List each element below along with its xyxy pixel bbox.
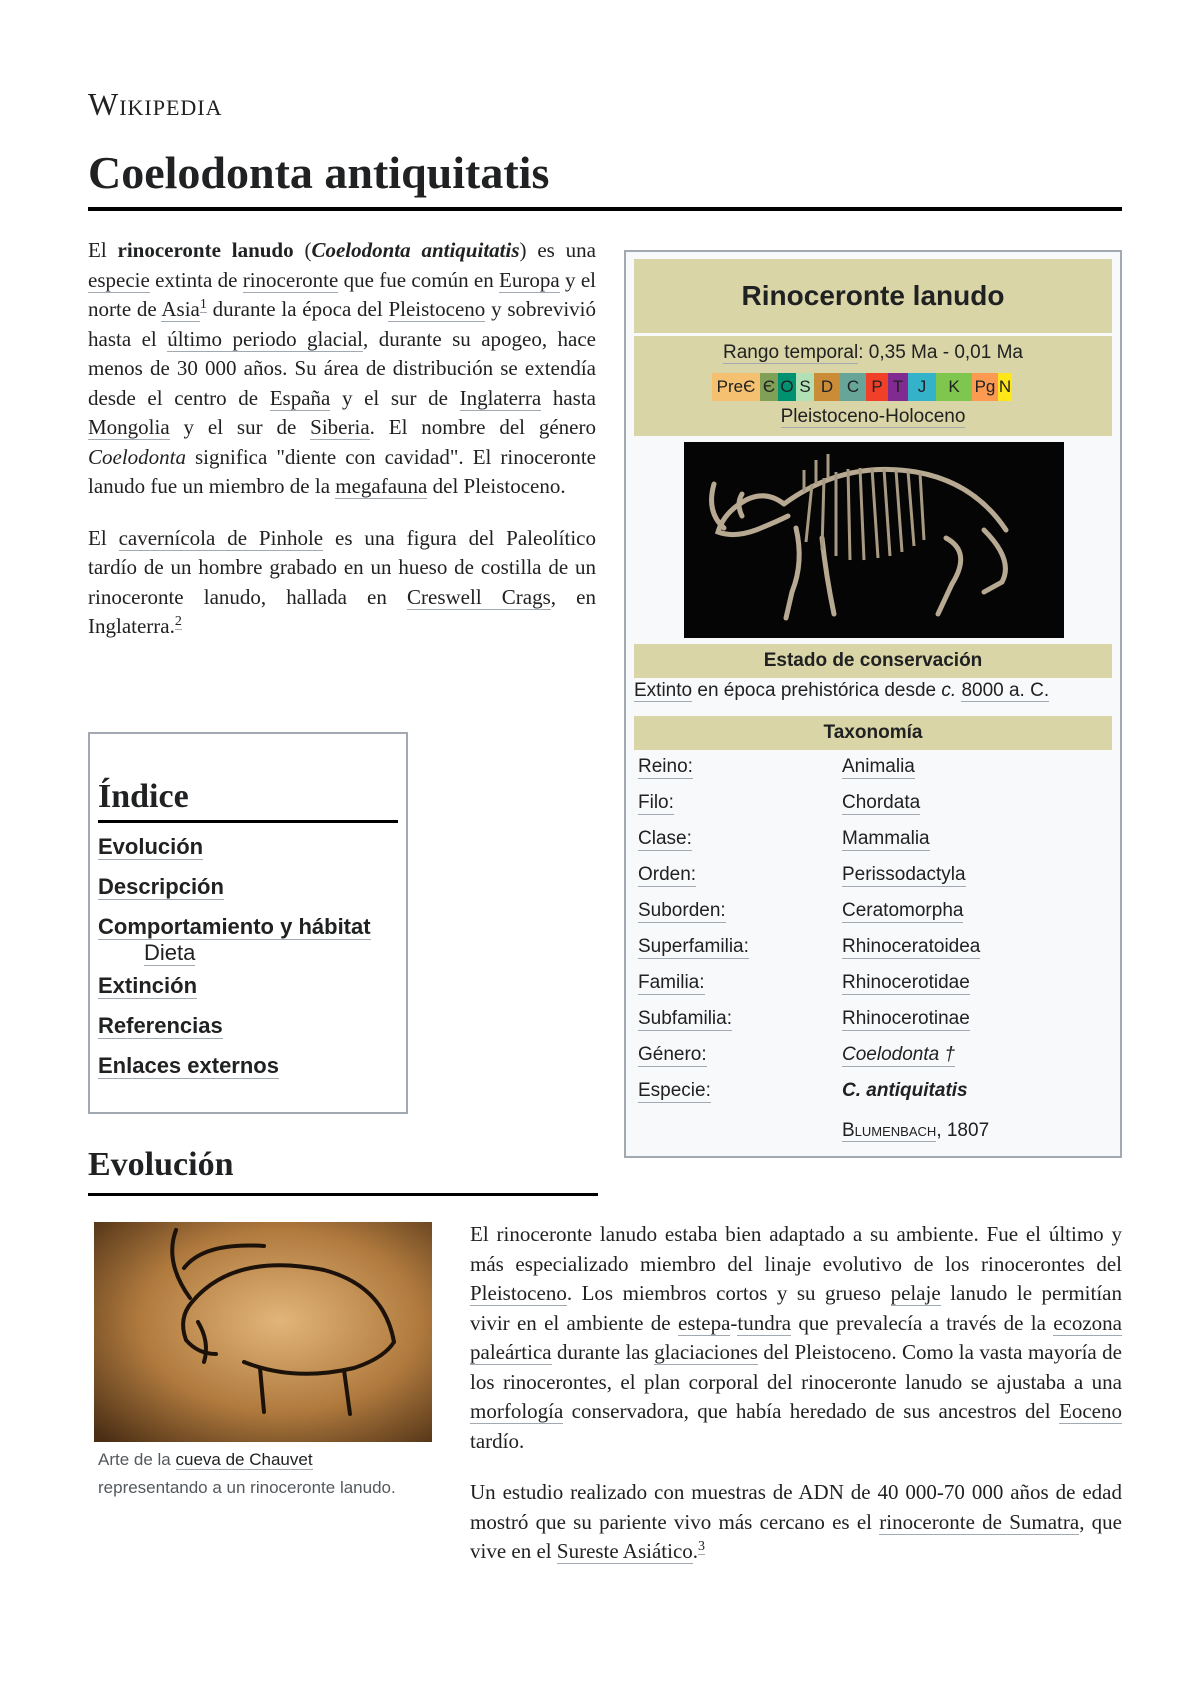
toc-item[interactable] bbox=[98, 940, 408, 973]
taxonomy-row bbox=[634, 792, 1112, 828]
intro-paragraph-1 bbox=[88, 236, 596, 502]
toc-item[interactable] bbox=[98, 973, 408, 1013]
taxonomy-row bbox=[634, 936, 1112, 972]
text-run: , que vive en el bbox=[470, 1509, 1123, 1563]
toc-item[interactable] bbox=[98, 834, 408, 874]
timescale-period[interactable]: O bbox=[778, 373, 796, 401]
taxonomy-value[interactable]: Coelodonta † bbox=[842, 1044, 956, 1065]
toc-item-label: Enlaces externos bbox=[98, 1053, 279, 1078]
text-run: Arte de la bbox=[98, 1450, 176, 1469]
timescale-period[interactable]: C bbox=[840, 373, 866, 401]
toc-item-label: Referencias bbox=[98, 1013, 223, 1038]
wiki-link[interactable]: megafauna bbox=[335, 474, 428, 498]
wiki-link[interactable]: morfología bbox=[470, 1399, 564, 1423]
wiki-link[interactable]: Asia bbox=[161, 297, 200, 321]
image-caption bbox=[98, 1446, 418, 1502]
wikipedia-logo[interactable]: Wikipedia bbox=[88, 86, 223, 122]
wiki-link[interactable]: Siberia bbox=[310, 415, 370, 439]
wiki-link[interactable]: cueva de Chauvet bbox=[175, 1450, 313, 1469]
toc-item-label: Comportamiento y hábitat bbox=[98, 914, 371, 939]
toc-item-label: Descripción bbox=[98, 874, 224, 899]
taxonomy-header: Taxonomía bbox=[634, 716, 1112, 750]
wiki-link[interactable]: cavernícola de Pinhole bbox=[118, 525, 324, 550]
taxonomy-row bbox=[634, 828, 1112, 864]
text-run: El rinoceronte lanudo estaba bien adaptado a su ambiente. Fue el último y más especializado miembro del linaje evolutivo de los rinocerontes del bbox=[470, 1222, 1122, 1276]
section-divider bbox=[88, 1193, 598, 1196]
toc-item-label: Evolución bbox=[98, 834, 204, 859]
text-run: . El nombre del género bbox=[369, 415, 596, 439]
text-run: y el sur de bbox=[330, 385, 460, 410]
wiki-link[interactable]: rinoceronte bbox=[242, 267, 339, 292]
taxonomy-rank[interactable]: Orden: bbox=[638, 864, 697, 885]
wiki-link[interactable]: España bbox=[269, 385, 331, 410]
toc-list bbox=[98, 834, 408, 1093]
taxonomy-rank[interactable]: Suborden: bbox=[638, 900, 726, 921]
taxonomy-row bbox=[634, 864, 1112, 900]
wiki-link[interactable]: glaciaciones bbox=[654, 1340, 758, 1364]
reference-link[interactable]: 1 bbox=[199, 297, 207, 312]
timescale-period[interactable]: K bbox=[936, 373, 972, 401]
toc-item-label: Extinción bbox=[98, 973, 198, 998]
taxonomy-rank[interactable]: Superfamilia: bbox=[638, 936, 749, 957]
text-run: y el norte de bbox=[88, 267, 596, 321]
evolution-section-text bbox=[470, 1220, 1122, 1589]
chauvet-cave-image[interactable] bbox=[94, 1222, 432, 1442]
text-run: . bbox=[692, 1539, 699, 1563]
text-run: - bbox=[730, 1310, 738, 1335]
timescale-period[interactable]: T bbox=[888, 373, 908, 401]
wiki-link[interactable]: Pleistoceno bbox=[470, 1281, 567, 1305]
taxonomy-value[interactable]: Rhinocerotinae bbox=[842, 1008, 970, 1029]
text-run: conservadora, que había heredado de sus ancestros del bbox=[563, 1399, 1060, 1423]
article-title: Coelodonta antiquitatis bbox=[88, 147, 550, 198]
epoch-range bbox=[634, 406, 1112, 428]
text-run: durante las bbox=[551, 1340, 655, 1364]
title-divider bbox=[88, 207, 1122, 211]
wiki-link[interactable]: especie bbox=[88, 267, 150, 292]
woolly-rhino-skeleton-picture bbox=[684, 442, 1064, 638]
text-run: hasta bbox=[541, 385, 596, 410]
text-run: , en Inglaterra. bbox=[88, 584, 596, 638]
wiki-link[interactable]: último periodo glacial bbox=[167, 326, 364, 351]
toc-item-label: Dieta bbox=[144, 940, 196, 965]
taxonomy-value[interactable]: Rhinocerotidae bbox=[842, 972, 970, 993]
text-run: Coelodonta bbox=[88, 444, 186, 469]
text-run: . Los miembros cortos y su grueso bbox=[566, 1281, 891, 1305]
taxonomy-value[interactable]: Chordata bbox=[842, 792, 921, 813]
taxonomy-rank[interactable]: Especie: bbox=[638, 1080, 711, 1101]
text-run: del Pleistoceno. bbox=[427, 474, 566, 498]
timescale-period[interactable]: PreЄ bbox=[712, 373, 760, 401]
evolution-paragraph-2 bbox=[470, 1478, 1122, 1567]
wiki-link[interactable]: Creswell Crags bbox=[407, 584, 551, 609]
temporal-range-text: Rango temporal: 0,35 Ma - 0,01 Ma bbox=[723, 342, 1023, 363]
text-run: representando a un rinoceronte lanudo. bbox=[98, 1478, 396, 1497]
toc-item[interactable] bbox=[98, 1013, 408, 1053]
cave-painting-picture bbox=[94, 1222, 432, 1442]
text-run: tardío. bbox=[470, 1428, 525, 1453]
taxonomy-row bbox=[634, 1008, 1112, 1044]
text-run: ) es una bbox=[519, 238, 596, 262]
taxonomy-authority: Blumenbach, 1807 bbox=[842, 1120, 990, 1141]
taxobox-title: Rinoceronte lanudo bbox=[634, 259, 1112, 333]
text-run: rinoceronte lanudo bbox=[117, 238, 294, 262]
text-run: es una figura del Paleolítico tardío de un hombre grabado en un hueso de costilla de un rinoceronte lanudo, hallada en bbox=[88, 525, 596, 609]
authority-link[interactable]: Blumenbach bbox=[842, 1120, 937, 1141]
timescale-period[interactable]: Є bbox=[760, 373, 778, 401]
text-run: que prevalecía a través de la bbox=[791, 1310, 1054, 1335]
text-run: en época prehistórica desde bbox=[692, 680, 942, 701]
wiki-link[interactable]: Eoceno bbox=[1059, 1399, 1122, 1423]
reference-link[interactable]: 3 bbox=[698, 1539, 706, 1554]
intro-section bbox=[88, 236, 596, 664]
taxonomy-value[interactable]: Animalia bbox=[842, 756, 915, 777]
text-run: , durante su apogeo, hace menos de 30 000 años. Su área de distribución se extendía desde el centro de bbox=[88, 326, 597, 410]
epoch-link[interactable]: Pleistoceno-Holoceno bbox=[780, 406, 966, 427]
taxonomy-row bbox=[634, 972, 1112, 1008]
timescale-period[interactable]: J bbox=[908, 373, 936, 401]
section-heading-evolucion: Evolución bbox=[88, 1146, 234, 1183]
taxonomy-value[interactable]: Perissodactyla bbox=[842, 864, 966, 885]
wiki-link[interactable]: Inglaterra bbox=[459, 385, 542, 410]
wiki-link[interactable]: Europa bbox=[499, 267, 560, 292]
wiki-link[interactable]: Extinto bbox=[634, 680, 693, 701]
taxonomy-rank[interactable]: Filo: bbox=[638, 792, 674, 813]
taxonomy-row bbox=[634, 1044, 1112, 1080]
text-run: ( bbox=[293, 238, 312, 262]
text-run: del Pleistoceno. Como la vasta mayoría de los rinocerontes, el plan corporal del rinoceronte lanudo se ajustaba a una bbox=[470, 1340, 1122, 1394]
toc-item[interactable] bbox=[98, 1053, 408, 1093]
text-run: El bbox=[88, 525, 119, 550]
taxonomy-row bbox=[634, 1080, 1112, 1116]
taxonomy-rank[interactable]: Reino: bbox=[638, 756, 693, 777]
taxonomy-value[interactable]: Rhinoceratoidea bbox=[842, 936, 981, 957]
wiki-link[interactable]: estepa bbox=[677, 1310, 731, 1335]
wiki-link[interactable]: rinoceronte de Sumatra bbox=[879, 1509, 1080, 1534]
text-run: Coelodonta antiquitatis bbox=[311, 238, 520, 262]
timescale-period[interactable]: P bbox=[866, 373, 888, 401]
temporal-range bbox=[634, 336, 1112, 436]
text-run: y sobrevivió hasta el bbox=[88, 297, 596, 351]
taxonomy-row bbox=[634, 756, 1112, 792]
toc-item[interactable] bbox=[98, 874, 408, 914]
text-run: durante la época del bbox=[206, 297, 389, 321]
toc-title: Índice bbox=[98, 778, 189, 815]
table-of-contents bbox=[88, 732, 408, 1114]
wiki-link[interactable]: Sureste Asiático bbox=[556, 1539, 693, 1563]
evolution-paragraph-1 bbox=[470, 1220, 1122, 1456]
toc-divider bbox=[98, 820, 398, 823]
timescale-period[interactable]: S bbox=[796, 373, 814, 401]
timescale-period[interactable]: D bbox=[814, 373, 840, 401]
wiki-link[interactable]: Mongolia bbox=[88, 415, 170, 439]
text-run: que fue común en bbox=[338, 267, 500, 292]
wiki-link[interactable]: ecozona paleártica bbox=[470, 1310, 1122, 1364]
text-run: lanudo le permitían vivir en el ambiente de bbox=[470, 1281, 1122, 1335]
taxonomy-value: C. antiquitatis bbox=[842, 1080, 968, 1101]
timescale-period[interactable]: Pg bbox=[972, 373, 998, 401]
wiki-link[interactable]: 8000 a. C. bbox=[961, 680, 1050, 701]
timescale-period[interactable]: N bbox=[998, 373, 1012, 401]
taxonomy-rank[interactable]: Género: bbox=[638, 1044, 707, 1065]
geologic-timescale-bar bbox=[712, 373, 1050, 401]
text-run: El bbox=[88, 238, 118, 262]
taxonomy-rank[interactable]: Subfamilia: bbox=[638, 1008, 732, 1029]
text-run: significa "diente con cavidad". El rinoceronte lanudo fue un miembro de la bbox=[88, 444, 596, 498]
taxonomy-value[interactable]: Mammalia bbox=[842, 828, 930, 849]
conservation-status bbox=[634, 680, 1112, 702]
temporal-range-link[interactable]: Rango temporal bbox=[723, 342, 859, 363]
taxonomy-rank[interactable]: Clase: bbox=[638, 828, 692, 849]
reference-link[interactable]: 2 bbox=[174, 614, 182, 629]
text-run: c. bbox=[941, 680, 957, 701]
wiki-link[interactable]: tundra bbox=[737, 1310, 792, 1335]
wiki-link[interactable]: Pleistoceno bbox=[388, 297, 486, 321]
text-run: Un estudio realizado con muestras de ADN de 40 000-70 000 años de edad mostró que su pariente vivo más cercano es el bbox=[470, 1480, 1122, 1534]
taxobox bbox=[624, 250, 1122, 1158]
taxonomy-row bbox=[634, 900, 1112, 936]
intro-paragraph-2 bbox=[88, 524, 596, 642]
conservation-header: Estado de conservación bbox=[634, 644, 1112, 678]
text-run: extinta de bbox=[149, 267, 243, 292]
taxonomy-value[interactable]: Ceratomorpha bbox=[842, 900, 964, 921]
taxonomy-rank[interactable]: Familia: bbox=[638, 972, 705, 993]
skeleton-image[interactable] bbox=[684, 442, 1064, 638]
text-run: y el sur de bbox=[169, 415, 311, 439]
wiki-link[interactable]: pelaje bbox=[890, 1281, 941, 1305]
